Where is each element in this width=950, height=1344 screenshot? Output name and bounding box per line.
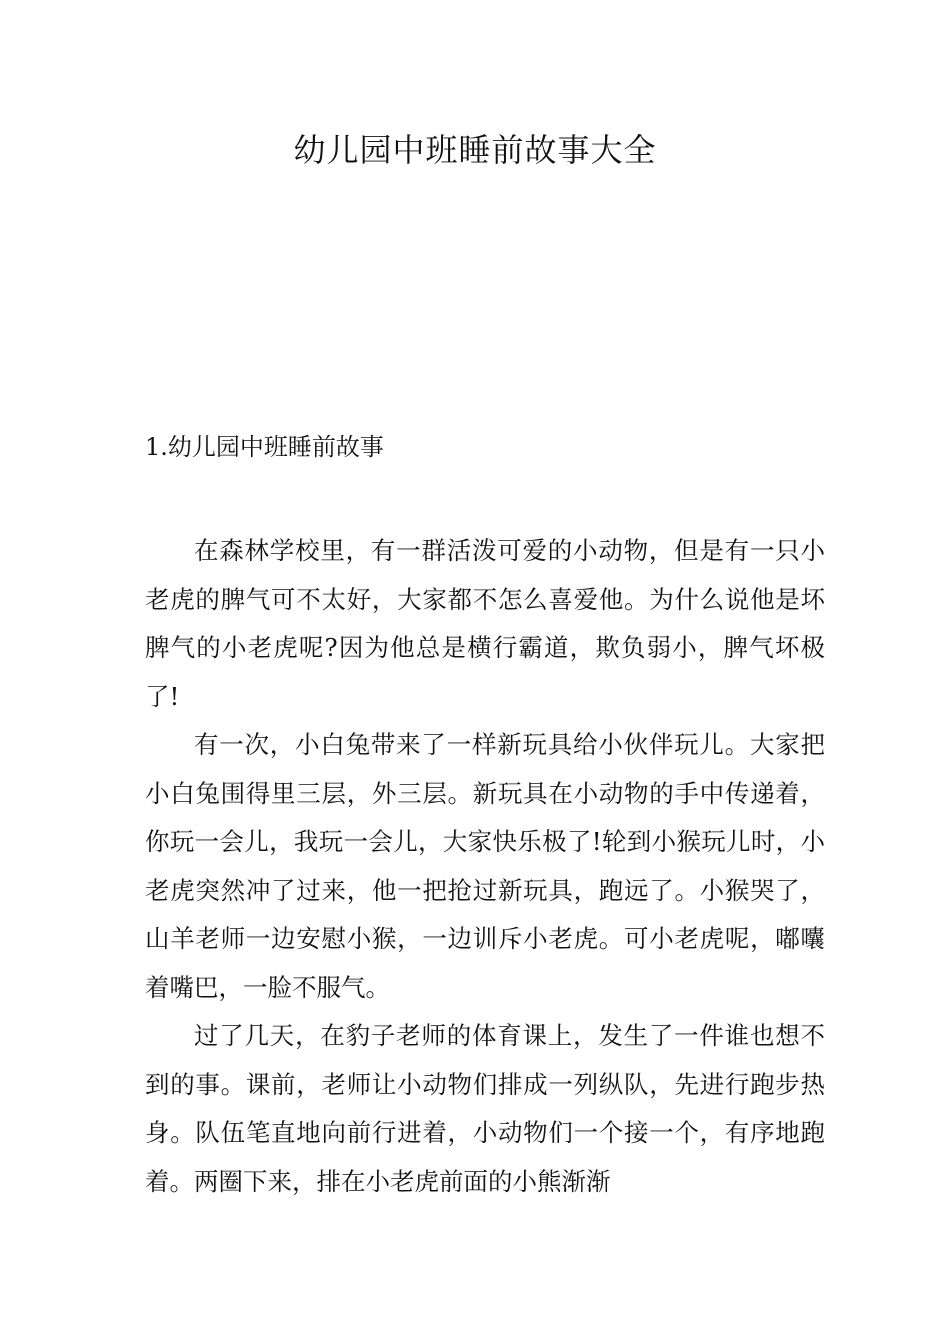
paragraph-1: 在森林学校里，有一群活泼可爱的小动物，但是有一只小老虎的脾气可不太好，大家都不怎么喜爱他。为什么说他是坏脾气的小老虎呢?因为他总是横行霸道，欺负弱小，脾气坏极了! [145,536,825,711]
paragraph-3: 过了几天，在豹子老师的体育课上，发生了一件谁也想不到的事。课前，老师让小动物们排成一列纵队，先进行跑步热身。队伍笔直地向前行进着，小动物们一个接一个，有序地跑着。两圈下来，排在小老虎前面的小熊渐渐 [145,1021,825,1196]
paragraph-2: 有一次，小白兔带来了一样新玩具给小伙伴玩儿。大家把小白兔围得里三层，外三层。新玩具在小动物的手中传递着，你玩一会儿，我玩一会儿，大家快乐极了!轮到小猴玩儿时，小老虎突然冲了过来，他一把抢过新玩具，跑远了。小猴哭了，山羊老师一边安慰小猴，一边训斥小老虎。可小老虎呢，嘟囔着嘴巴，一脸不服气。 [145,730,825,1002]
section-heading: 1.幼儿园中班睡前故事 [145,433,384,461]
story-body [145,527,825,1206]
document-title: 幼儿园中班睡前故事大全 [293,131,657,169]
